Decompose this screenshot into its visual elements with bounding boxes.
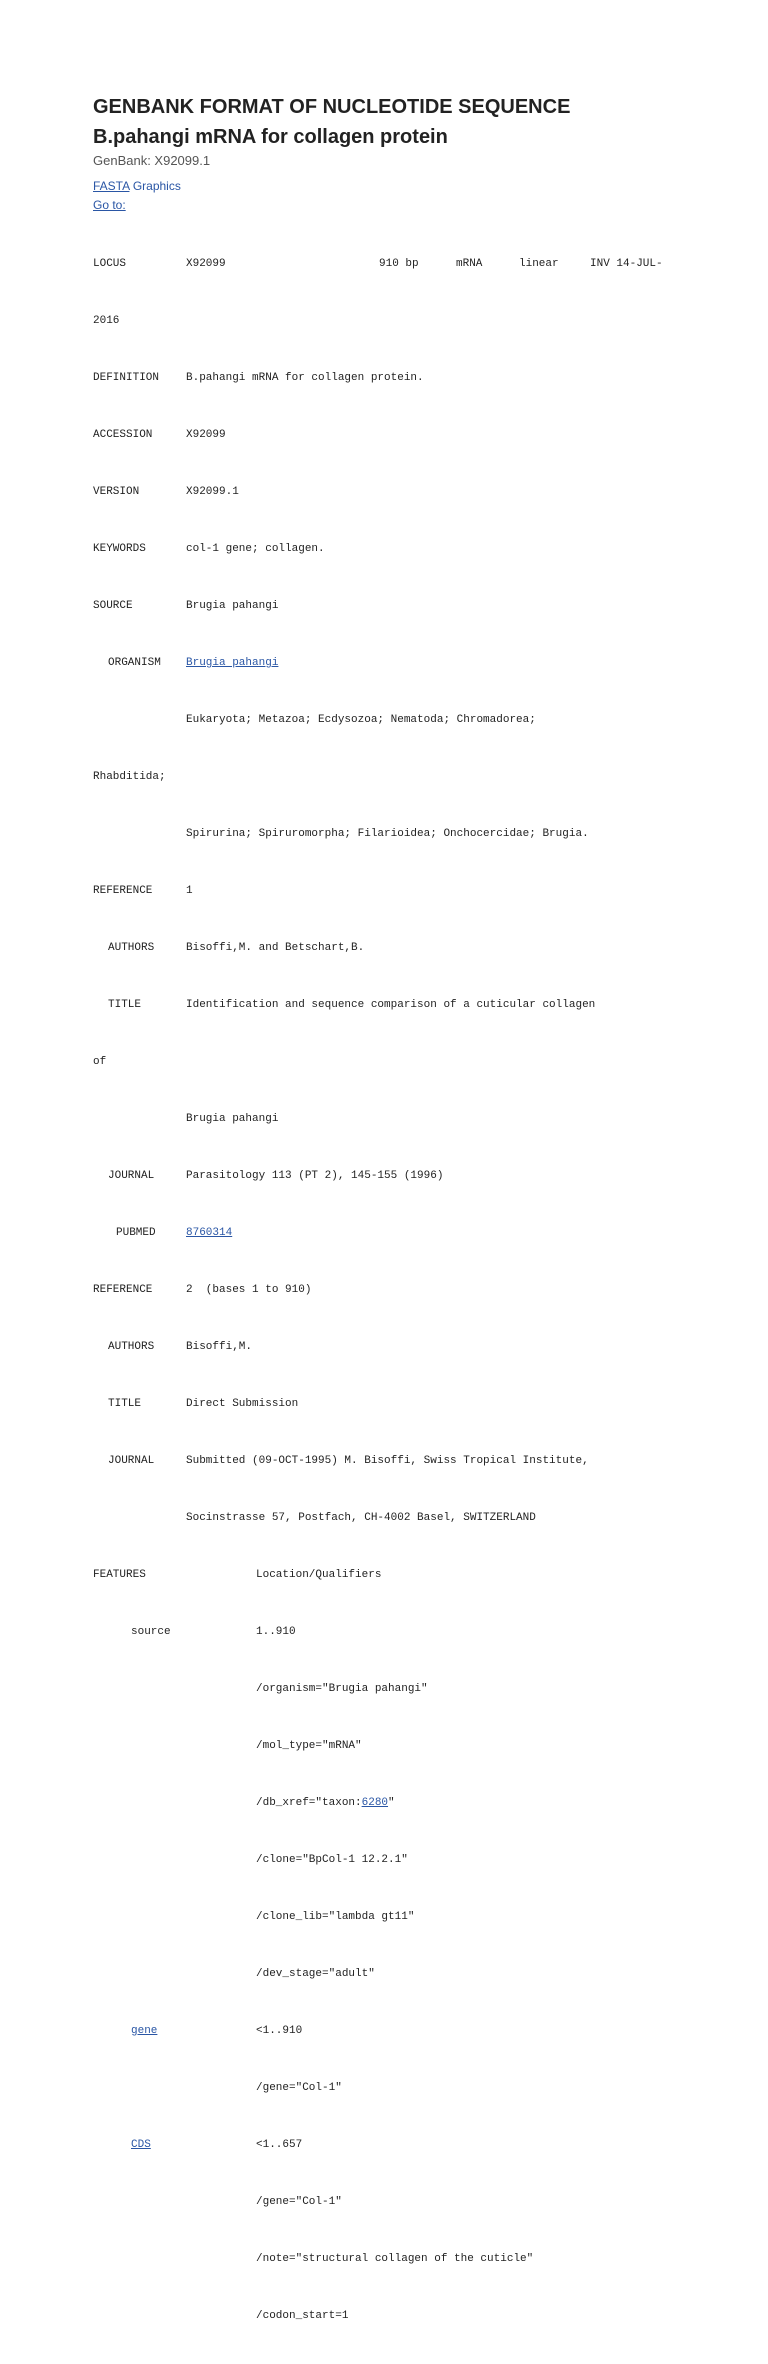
ref2-title: Direct Submission — [186, 1398, 299, 1410]
ref1-title-wrap: of — [93, 1056, 107, 1068]
reference-2-value: 2 (bases 1 to 910) — [186, 1284, 312, 1296]
organism-link[interactable]: Brugia pahangi — [186, 657, 279, 669]
db-xref-suffix: " — [388, 1797, 395, 1809]
feature-cds-link[interactable]: CDS — [131, 2139, 151, 2151]
reference-2-key: REFERENCE — [93, 1284, 153, 1296]
pubmed-link[interactable]: 8760314 — [186, 1227, 233, 1239]
lineage-line-1-wrap: Rhabditida; — [93, 771, 166, 783]
qualifier-note: /note="structural collagen of the cuticle" — [256, 2253, 534, 2265]
qualifier-codon-start: /codon_start=1 — [256, 2310, 349, 2322]
reference-1-key: REFERENCE — [93, 885, 153, 897]
features-key: FEATURES — [93, 1569, 146, 1581]
feature-gene-location: <1..910 — [256, 2025, 303, 2037]
locus-date-wrap: 2016 — [93, 315, 120, 327]
qualifier-db-xref — [256, 1794, 395, 1813]
keywords-key: KEYWORDS — [93, 543, 146, 555]
page-title: GENBANK FORMAT OF NUCLEOTIDE SEQUENCE — [93, 96, 571, 118]
ref1-title-key: TITLE — [108, 999, 142, 1011]
qualifier-mol-type: /mol_type="mRNA" — [256, 1740, 362, 1752]
keywords-value: col-1 gene; collagen. — [186, 543, 325, 555]
qualifier-clone-lib: /clone_lib="lambda gt11" — [256, 1911, 415, 1923]
ref2-journal-key: JOURNAL — [108, 1455, 155, 1467]
locus-topology: linear — [519, 258, 559, 270]
ref1-title: Identification and sequence comparison of a cuticular collagen — [186, 999, 596, 1011]
accession-value: X92099 — [186, 429, 226, 441]
goto-link[interactable]: Go to: — [93, 198, 126, 212]
locus-date: INV 14-JUL- — [590, 258, 663, 270]
source-key: SOURCE — [93, 600, 133, 612]
locus-type: mRNA — [456, 258, 483, 270]
locus-length: 910 bp — [379, 258, 419, 270]
locus-line — [93, 255, 733, 274]
qualifier-cds-gene: /gene="Col-1" — [256, 2196, 342, 2208]
genbank-id: GenBank: X92099.1 — [93, 153, 211, 168]
qualifier-clone: /clone="BpCol-1 12.2.1" — [256, 1854, 408, 1866]
ref2-authors-key: AUTHORS — [108, 1341, 155, 1353]
feature-gene-link[interactable]: gene — [131, 2025, 158, 2037]
ref2-journal-cont: Socinstrasse 57, Postfach, CH-4002 Basel, SWITZERLAND — [186, 1512, 536, 1524]
version-value: X92099.1 — [186, 486, 239, 498]
qualifier-organism: /organism="Brugia pahangi" — [256, 1683, 428, 1695]
features-header: Location/Qualifiers — [256, 1569, 382, 1581]
source-value: Brugia pahangi — [186, 600, 279, 612]
feature-source-location: 1..910 — [256, 1626, 296, 1638]
goto-menu — [93, 198, 733, 213]
accession-key: ACCESSION — [93, 429, 153, 441]
organism-key: ORGANISM — [108, 657, 161, 669]
ref1-title-cont: Brugia pahangi — [186, 1113, 279, 1125]
qualifier-gene: /gene="Col-1" — [256, 2082, 342, 2094]
lineage-line-1: Eukaryota; Metazoa; Ecdysozoa; Nematoda; Chromadorea; — [186, 714, 536, 726]
genbank-page — [93, 95, 733, 2364]
ref1-journal: Parasitology 113 (PT 2), 145-155 (1996) — [186, 1170, 444, 1182]
ref1-authors-key: AUTHORS — [108, 942, 155, 954]
locus-key: LOCUS — [93, 258, 127, 270]
genbank-record — [93, 217, 733, 2364]
ref2-title-key: TITLE — [108, 1398, 142, 1410]
qualifier-dev-stage: /dev_stage="adult" — [256, 1968, 375, 1980]
format-links — [93, 179, 733, 194]
feature-source-key: source — [131, 1626, 171, 1638]
reference-1-value: 1 — [186, 885, 193, 897]
ref1-authors: Bisoffi,M. and Betschart,B. — [186, 942, 365, 954]
record-title: B.pahangi mRNA for collagen protein — [93, 126, 448, 148]
taxon-link[interactable]: 6280 — [361, 1797, 389, 1809]
lineage-line-2: Spirurina; Spiruromorpha; Filarioidea; Onchocercidae; Brugia. — [186, 828, 589, 840]
ref1-pubmed-key: PUBMED — [116, 1227, 156, 1239]
ref2-authors: Bisoffi,M. — [186, 1341, 253, 1353]
ref1-journal-key: JOURNAL — [108, 1170, 155, 1182]
ref2-journal: Submitted (09-OCT-1995) M. Bisoffi, Swiss Tropical Institute, — [186, 1455, 589, 1467]
locus-name: X92099 — [186, 258, 226, 270]
db-xref-prefix: /db_xref="taxon: — [256, 1797, 362, 1809]
fasta-link[interactable]: FASTA — [93, 179, 130, 193]
definition-key: DEFINITION — [93, 372, 160, 384]
definition-value: B.pahangi mRNA for collagen protein. — [186, 372, 424, 384]
graphics-link[interactable]: Graphics — [132, 179, 181, 193]
version-key: VERSION — [93, 486, 140, 498]
feature-cds-location: <1..657 — [256, 2139, 303, 2151]
